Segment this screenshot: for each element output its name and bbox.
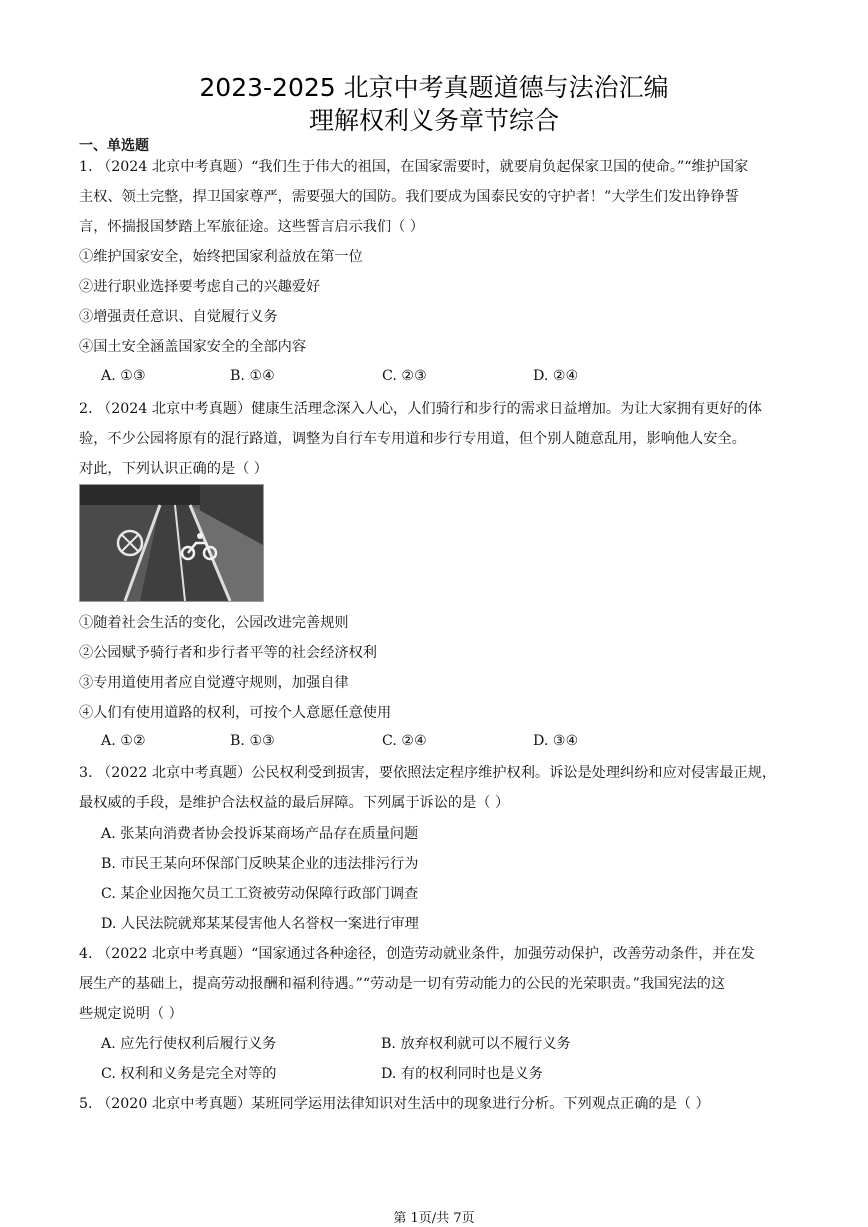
q2-option-c: C. ②④ (382, 733, 427, 749)
doc-title-line2: 理解权利义务章节综合 (308, 106, 559, 135)
q2-stem-line: 验，不少公园将原有的混行路道，调整为自行车专用道和步行专用道，但个别人随意乱用，影响他人安全。 (79, 431, 746, 447)
q1-statement: ④国土安全涵盖国家安全的全部内容 (79, 339, 307, 355)
q2-option-b: B. ①③ (230, 733, 275, 749)
q3-option-b: B. 市民王某向环保部门反映某企业的违法排污行为 (101, 856, 419, 872)
q3-option-a: A. 张某向消费者协会投诉某商场产品存在质量问题 (101, 826, 419, 842)
q2-stem-line: 对此，下列认识正确的是（ ） (79, 461, 268, 477)
q1-stem-line: 1. （2024 北京中考真题）“我们生于伟大的祖国，在国家需要时，就要肩负起保家卫国的使命。”“维护国家 (79, 159, 749, 175)
q1-option-d: D. ②④ (533, 368, 579, 384)
doc-title-line1: 2023-2025 北京中考真题道德与法治汇编 (199, 73, 669, 102)
q2-statement: ④人们有使用道路的权利，可按个人意愿任意使用 (79, 705, 392, 721)
q3-option-d: D. 人民法院就郑某某侵害他人名誉权一案进行审理 (101, 916, 419, 932)
q4-option-d: D. 有的权利同时也是义务 (381, 1066, 543, 1082)
q1-statement: ②进行职业选择要考虑自己的兴趣爱好 (79, 279, 321, 295)
q1-stem-line: 言，怀揣报国梦踏上军旅征途。这些誓言启示我们（ ） (79, 219, 425, 235)
bike-lane-illustration (80, 485, 263, 601)
q2-stem-line: 2. （2024 北京中考真题）健康生活理念深入人心，人们骑行和步行的需求日益增加。为让大家拥有更好的体 (79, 401, 762, 417)
q4-option-a: A. 应先行使权利后履行义务 (101, 1036, 277, 1052)
q4-stem-line: 展生产的基础上，提高劳动报酬和福利待遇。”“劳动是一切有劳动能力的公民的光荣职责。”我国宪法的这 (79, 976, 726, 992)
q2-statement: ②公园赋予骑行者和步行者平等的社会经济权利 (79, 645, 377, 661)
q2-option-d: D. ③④ (533, 733, 579, 749)
q1-option-a: A. ①③ (101, 368, 146, 384)
q4-stem-line: 些规定说明（ ） (79, 1006, 183, 1022)
q4-stem-line: 4. （2022 北京中考真题）“国家通过各种途径，创造劳动就业条件，加强劳动保护，改善劳动条件，并在发 (79, 946, 755, 962)
q3-stem-line: 最权威的手段，是维护合法权益的最后屏障。下列属于诉讼的是（ ） (79, 795, 510, 811)
q2-option-a: A. ①② (101, 733, 146, 749)
q1-option-b: B. ①④ (230, 368, 275, 384)
section-heading: 一、单选题 (79, 138, 149, 154)
q3-stem-line: 3. （2022 北京中考真题）公民权利受到损害，要依照法定程序维护权利。诉讼是处理纠纷和应对侵害最正规， (79, 765, 777, 781)
q4-option-b: B. 放弃权利就可以不履行义务 (381, 1036, 571, 1052)
q4-option-c: C. 权利和义务是完全对等的 (101, 1066, 277, 1082)
q5-stem-line: 5. （2020 北京中考真题）某班同学运用法律知识对生活中的现象进行分析。下列观点正确的是（ ） (79, 1096, 710, 1112)
q1-option-c: C. ②③ (382, 368, 427, 384)
q2-statement: ③专用道使用者应自觉遵守规则，加强自律 (79, 675, 349, 691)
q1-stem-line: 主权、领土完整，捍卫国家尊严，需要强大的国防。我们要成为国泰民安的守护者！”大学生们发出铮铮誓 (79, 189, 739, 205)
bike-lane-photo (79, 484, 264, 602)
q1-statement: ①维护国家安全，始终把国家利益放在第一位 (79, 249, 363, 265)
q1-statement: ③增强责任意识、自觉履行义务 (79, 309, 278, 325)
page-footer: 第 1页/共 7页 (393, 1211, 475, 1226)
q3-option-c: C. 某企业因拖欠员工工资被劳动保障行政部门调查 (101, 886, 419, 902)
q2-statement: ①随着社会生活的变化，公园改进完善规则 (79, 615, 349, 631)
